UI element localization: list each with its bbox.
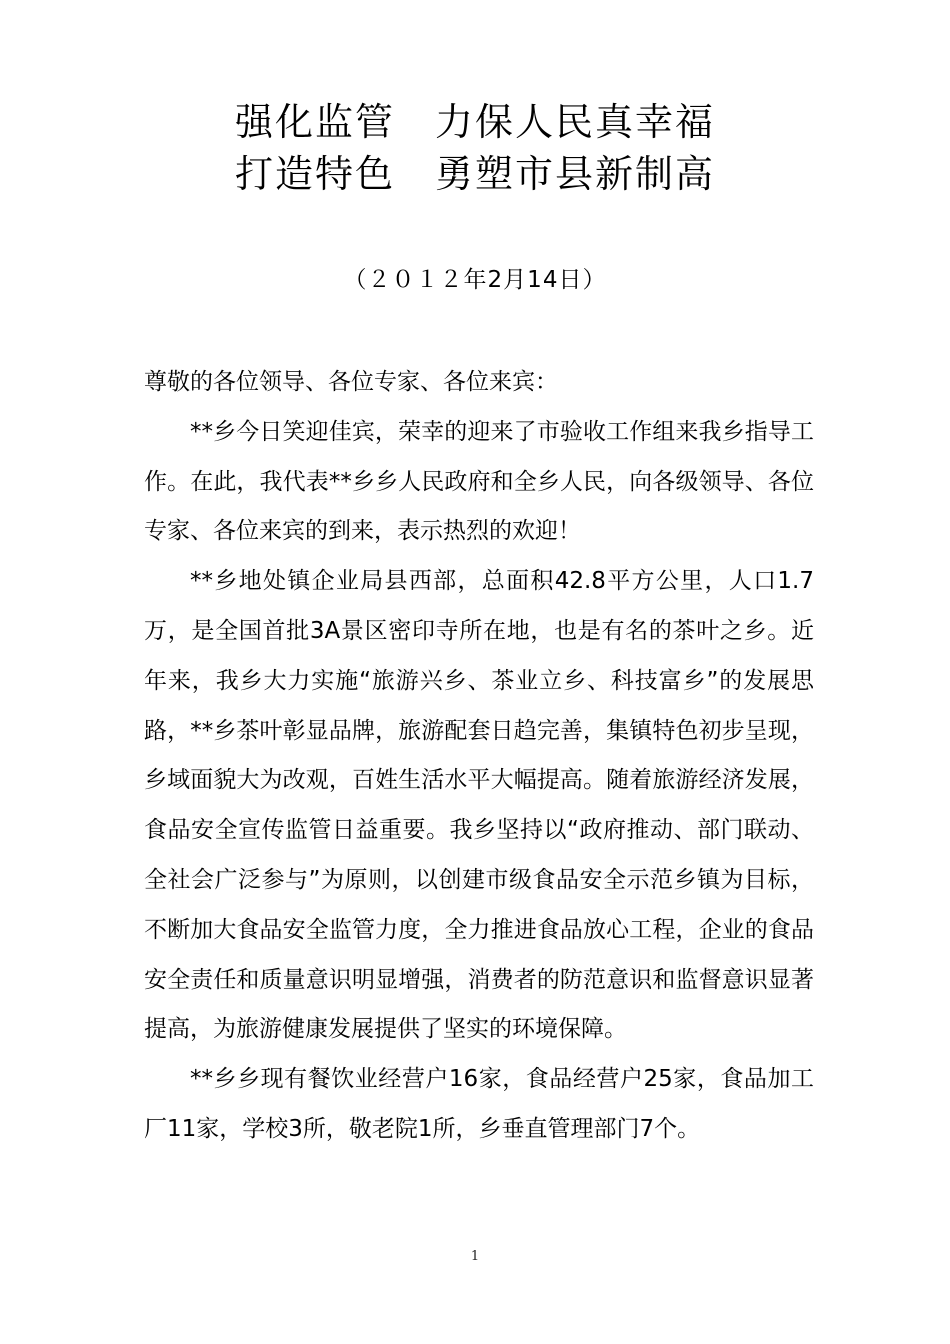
salutation: 尊敬的各位领导、各位专家、各位来宾： [144, 369, 558, 395]
title-line-2: 打造特色 勇塑市县新制高 [234, 152, 715, 196]
document-title [0, 96, 950, 200]
paragraph-welcome: **乡今日笑迎佳宾，荣幸的迎来了市验收工作组来我乡指导工作。在此，我代表**乡乡人民政府和全乡人民，向各级领导、各位专家、各位来宾的到来，表示热烈的欢迎！ [144, 418, 814, 545]
paragraph-overview: **乡地处镇企业局县西部，总面积42.8平方公里，人口1.7万，是全国首批3A景区密印寺所在地，也是有名的茶叶之乡。近年来，我乡大力实施“旅游兴乡、茶业立乡、科技富乡”的发展思路，**乡茶叶彰显品牌，旅游配套日趋完善，集镇特色初步呈现，乡域面貌大为改观，百姓生活水平大幅提高。随着旅游经济发展，食品安全宣传监管日益重要。我乡坚持以“政府推动、部门联动、全社会广泛参与”为原则，以创建市级食品安全示范乡镇为目标，不断加大食品安全监管力度，全力推进食品放心工程，企业的食品安全责任和质量意识明显增强，消费者的防范意识和监督意识显著提高，为旅游健康发展提供了坚实的环境保障。 [144, 568, 814, 1043]
page-number: 1 [470, 1249, 480, 1264]
document-body [144, 358, 814, 1155]
title-line-1: 强化监管 力保人民真幸福 [234, 100, 715, 144]
document-date: （２０１２年2月14日） [343, 267, 607, 293]
paragraph-statistics: **乡乡现有餐饮业经营户16家，食品经营户25家，食品加工厂11家，学校3所，敬老院1所，乡垂直管理部门7个。 [144, 1066, 814, 1142]
